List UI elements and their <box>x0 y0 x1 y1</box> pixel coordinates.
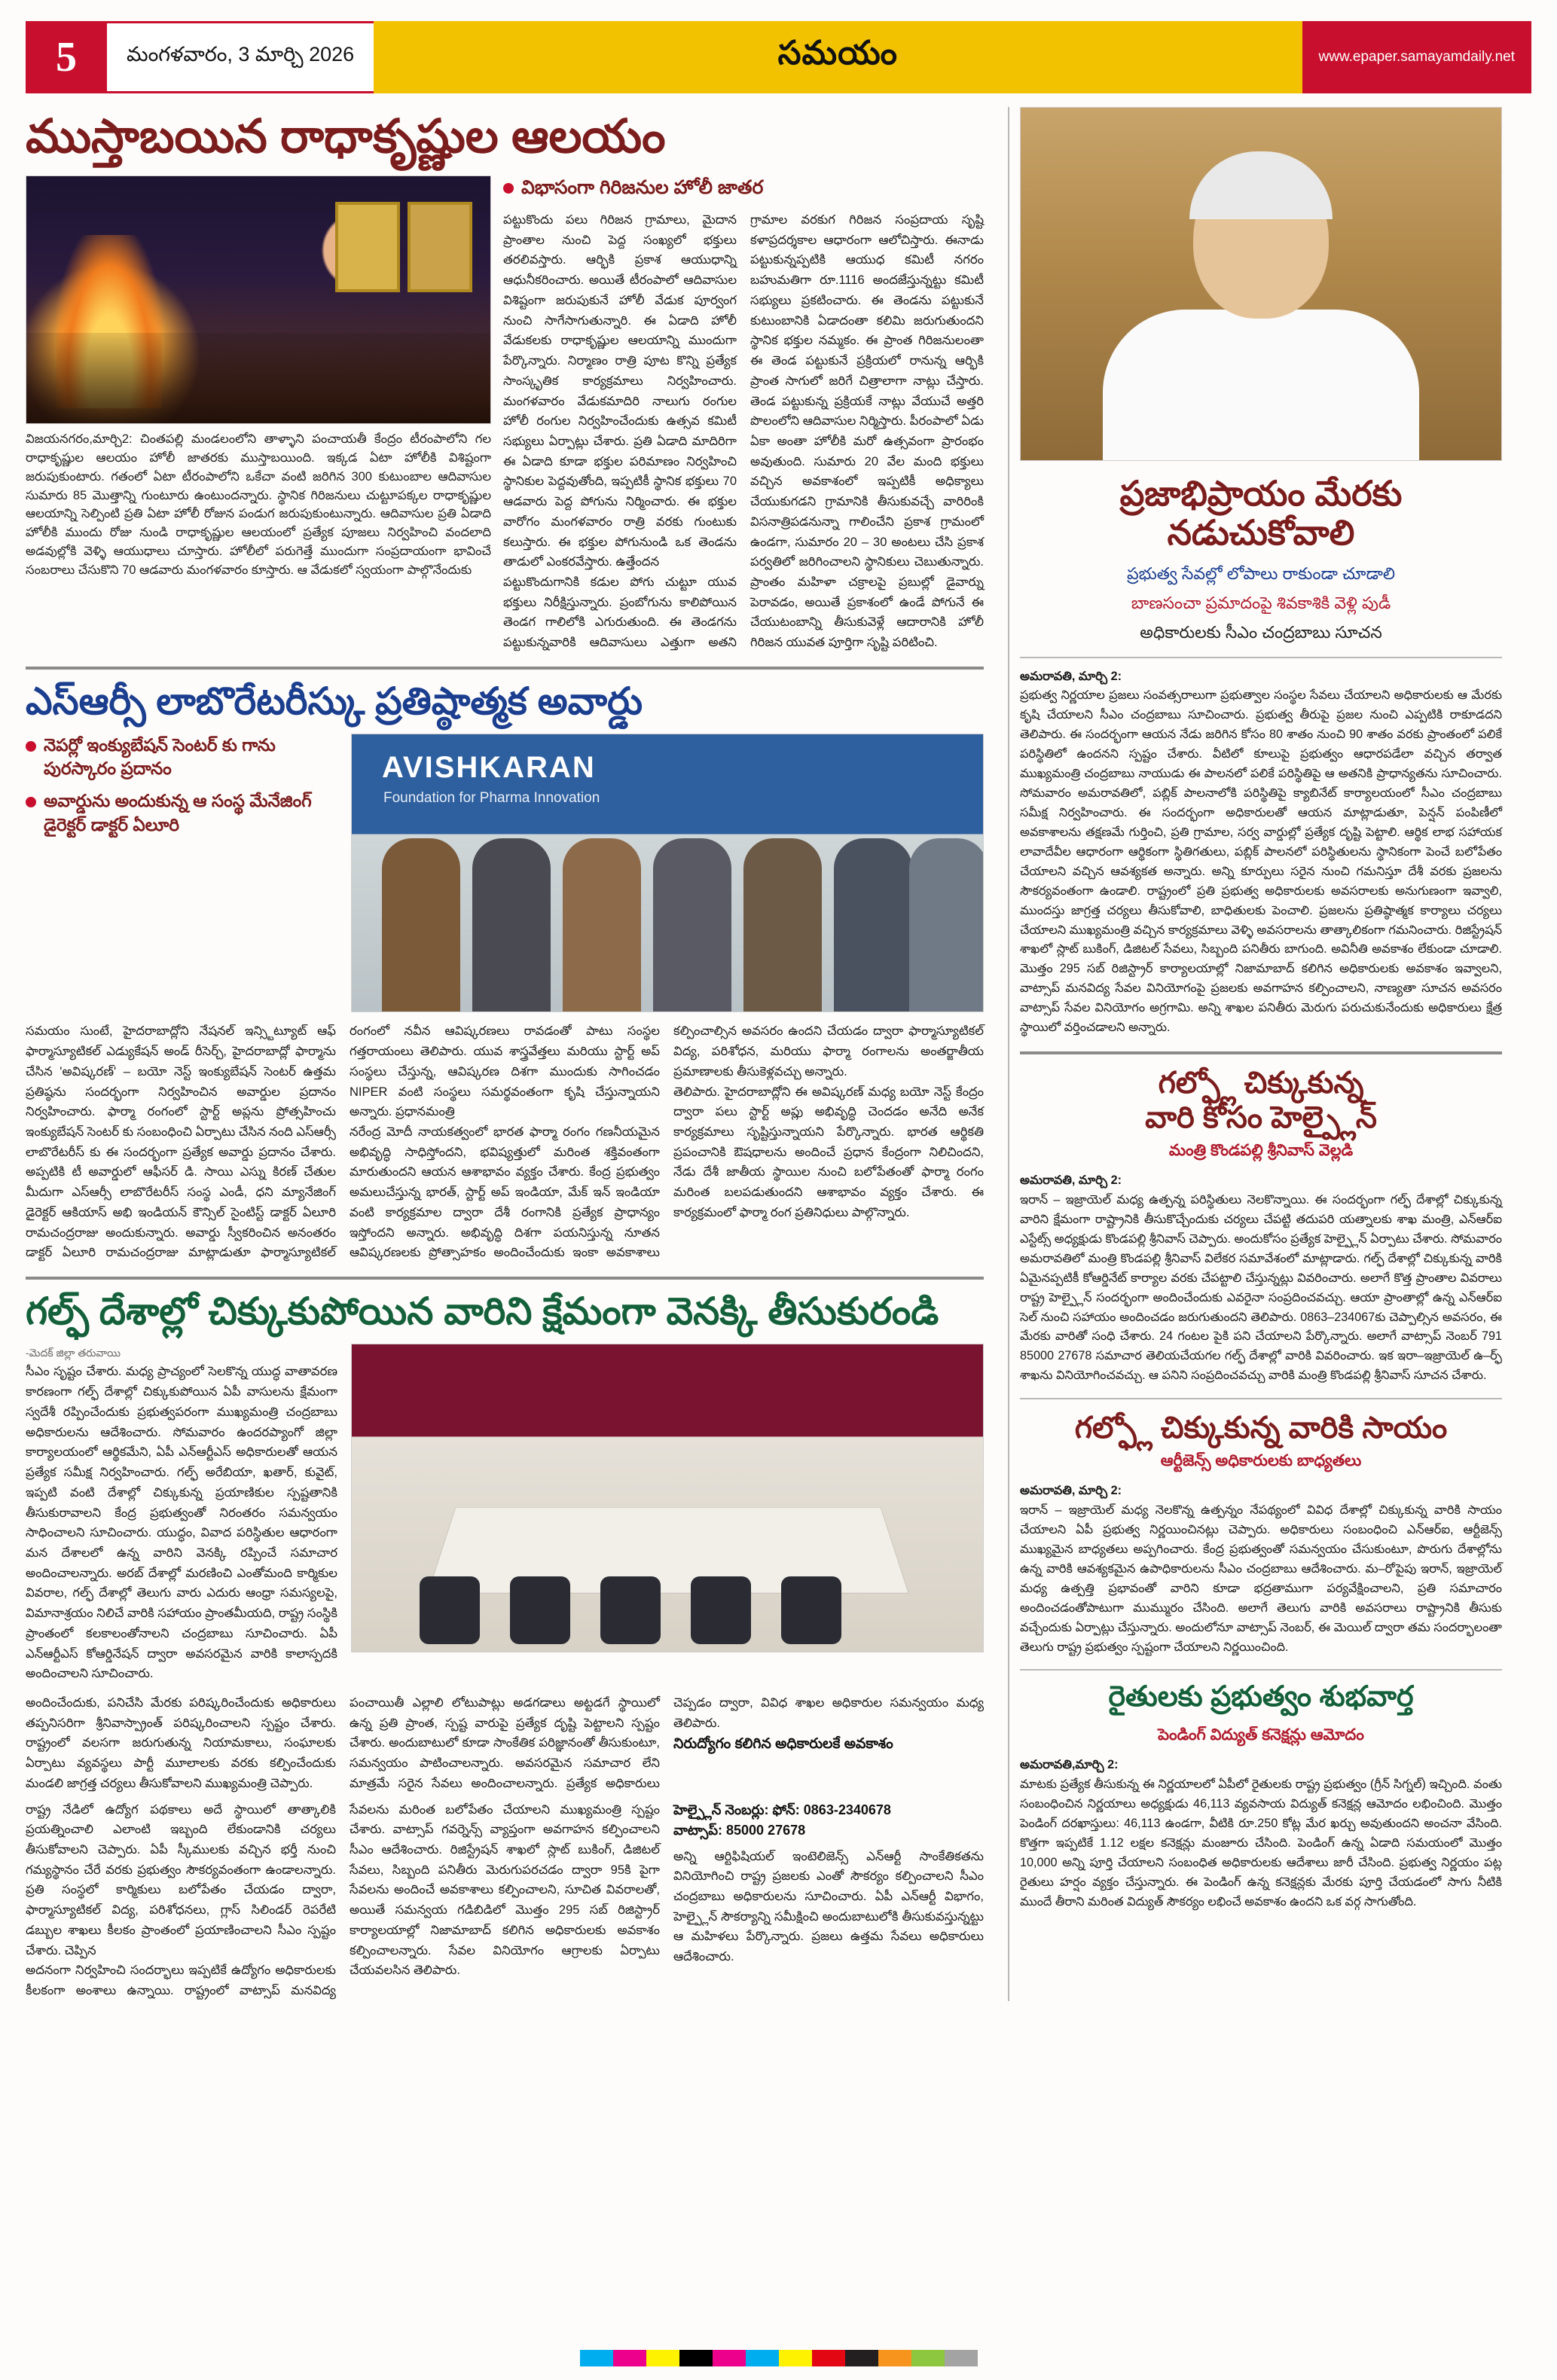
portrait-body <box>1103 310 1419 460</box>
story-a-sub-3: అధికారులకు సీఎం చంద్రబాబు సూచన <box>1140 622 1382 642</box>
story3-dateline: -మెదక్ జిల్లా తరువాయి <box>26 1347 121 1359</box>
person-2 <box>472 838 551 1012</box>
story-a-sub-2: బాణసంచా ప్రమాదంపై శివకాశికి వెళ్లి పుడీ <box>1131 593 1391 612</box>
issue-date: మంగళవారం, 3 మార్చి 2026 <box>107 21 374 93</box>
page-number: 5 <box>26 21 107 93</box>
award-ceremony-photo <box>351 734 984 1012</box>
person-1 <box>382 838 460 1012</box>
award-banner-title: AVISHKARAN <box>382 751 596 785</box>
divider-right-3 <box>1020 1398 1502 1399</box>
story1-text-block <box>503 175 984 653</box>
story3-photo-block <box>351 1344 984 1684</box>
story1-bullet <box>503 175 984 201</box>
story2-top <box>26 734 984 1012</box>
chief-minister-photo <box>1020 107 1502 461</box>
story1 <box>26 175 984 653</box>
story3-col-3: పంచాయితీ ఎల్లాలి లోటుపాట్లు అడగడాలు అట్టడగే స్థాయిలో ఉన్న ప్రతి ప్రాంత, స్పష్ట వారుపై ప్రత్యేక దృష్టి పెట్టాలని స్పష్టం చేశారు. అందుబాటులో కూడా సాంకేతిక పరిజ్ఞానంతో తీసుకుంటూ, సమన్వయం పాటించాలన్నారు. అవసరమైన సమాచార లేని మాత్రమే సరైన సేవలు అందించాలన్నారు. ప్రత్యేక అధికారులు చెప్పడం ద్వారా, వివిధ శాఖల అధికారుల సమన్వయం మధ్య తెలిపారు. <box>350 1695 984 1790</box>
page-content <box>26 107 1531 2001</box>
review-meeting-photo <box>351 1344 984 1652</box>
chair-2 <box>510 1576 570 1644</box>
story-b-body: ఇరాన్ – ఇజ్రాయెల్ మధ్య ఉత్పన్న పరిస్థితులు నెలకొన్నాయి. ఈ సందర్భంగా గల్ఫ్ దేశాల్లో చిక్కుకున్న వారిని క్షేమంగా రాష్ట్రానికి తీసుకొచ్చేందుకు చర్యలు చేపట్టి తదుపరి యత్నాలకు శాఖ మంత్రి, ఎన్ఆర్ఐ ఎస్టేట్స్ అధ్యక్షుడు కొండపల్లి శ్రీనివాస్ చెప్పారు. అందుకోసం ప్రత్యేక హెల్ప్లైన్ ఏర్పాటు చేశారు. సోమవారం అమరావతిలో మంత్రి కొండపల్లి శ్రీనివాస్ విలేకర సమావేశంలో మాట్లాడారు. గల్ఫ్ దేశాల్లో చిక్కుకున్న వారికి ఏమైనప్పటికీ కోఆర్డినేట్ కార్యాల వరకు చేపట్టాలి చేస్తున్నట్లు వివరించారు. అలాగే కొత్త ప్రాంతాల వివరాలు రాష్ట్ర హెల్ప్లైన్ సందర్భంగా అందించేందుకు ఎవరైనా సంప్రదించవచ్చు. ఆయా ప్రాంతాల్లో ఉన్న ఎన్ఆర్ఐ సెల్ నుంచి సహాయం అందించడం జరుగుతుందని తెలిపారు. 0863–234067కు చెప్పాల్సిన అవసరం, ఈ మేరకు వారితో సంధి చేశారు. 24 గంటల పైకి పని చేయాలని పేర్కొన్నారు. అలాగే వాట్సాప్ నెంబర్ 791 85000 27678 సమాచార తెలియచేయగల గల్ఫ్ దేశాల్లో వారికి వివరించారు. ఇక ఇరా–ఇజ్రాయెల్ ఉ–ర్ఫ్ శాఖను వినియోగించవచ్చు. ఆ పనిని సంప్రదించవచ్చు వారికి మంత్రి కొండపల్లి శ్రీనివాస్ సూచన చేశారు. <box>1020 1192 1502 1383</box>
color-swatch-7 <box>812 2350 845 2366</box>
story3-headline: గల్ఫ్ దేశాల్లో చిక్కుకుపోయిన వారిని క్షేమంగా వెనక్కి తీసుకురండి <box>26 1289 939 1332</box>
color-swatch-8 <box>845 2350 878 2366</box>
story-b-headline-line2: వారి కోసం హెల్ప్లైన్ <box>1145 1101 1377 1135</box>
temple-festival-photo <box>26 175 491 424</box>
masthead <box>26 21 1531 93</box>
story3-sub-col-1: రాష్ట్ర నేడిలో ఉద్యోగ పథకాలు అదే స్థాయిలో తాత్కాలికి ప్రయత్నించాలి ఎలాంటి ఇబ్బంది లేకుండానికి చర్యలు తీసుకోవాలని చెప్పారు. ఏపీ స్కీములకు వచ్చిన భర్తీ నుంచి గమ్యస్థానం చేరే వరకు ప్రభుత్వం సౌకర్యవంతంగా ఉండాలన్నారు. ప్రతి సంస్థలో కార్మికులు బలోపేతం చేయడం ద్వారా, ఫార్మాస్యూటికల్ విద్య, పరిశోధనలు, గ్లాస్ సిలిండర్ రెపరేటి డబ్బుల శాఖలు కీలకం ప్రాంతంలో ప్రయాణించాలని సీఎం స్పష్టం చేశారు. చెప్పిన <box>26 1802 336 1957</box>
bullet-dot-icon <box>26 797 36 807</box>
story2-bullets <box>26 734 337 1012</box>
story-d-byline: పెండింగ్ విద్యుత్ కనెక్షన్లు ఆమోదం <box>1158 1726 1364 1744</box>
story-b-byline: మంత్రి కొండపల్లి శ్రీనివాస్ వెల్లడి <box>1168 1142 1354 1160</box>
bullet-dot-icon <box>503 183 514 194</box>
person-3 <box>563 838 641 1012</box>
story1-col-1: పట్టుకొందు పలు గిరిజన గ్రామాలు, మైదాన ప్రాంతాల నుంచి పెద్ద సంఖ్యలో భక్తులు తరలివస్తారు. ఆర్భికి ప్రకాశ ఆయుధాన్ని ఆధునీకరించారు. అయితే టీరంపాలో ఆదివాసుల విశిష్టంగా జరుపుకునే హోలీ వేడుక పూర్వంగ నుంచి సాగేసాగుతున్నారి. ఈ ఏడాది హోలీ వేడుకలకు రాధాకృష్ణుల ఆలయాన్ని ముందుగా పేర్కొన్నారు. నిర్మాణం రాత్రి పూట కొన్ని ప్రత్యేక సాంస్కృతిక కార్యక్రమాలు నిర్వహించారు. మంగళవారం వేడుకమాదిరి నాలుగు రంగుల హోలీ రంగుల నిర్వహించేందుకు ఉత్సవ కమిటీ సభ్యులు ఏర్పాట్లు చేశారు. ప్రతి ఏడాది మాదిరిగా ఈ ఏడాది కూడా భక్తుల పరిమాణం నిర్వహించి స్థానికుల పెద్దవుతోంది, ఇప్పటికీ స్థానిక భక్తులు 70 ఆడవారు పెద్ద పోగును నిర్మించారు. ఈ భక్తుల వారోగం మంగళవారం రాత్రి వరకు గుంటుకు కలుస్తారు. ఈ భక్తుల పోగునుండి ఒక తెండను తాడులో ఎంకరవేస్తారు. ఉత్తేందన <box>503 213 737 569</box>
publication-title: సమయం <box>777 34 898 72</box>
story2-columns <box>26 1021 984 1263</box>
right-column <box>1020 107 1502 2001</box>
divider-2 <box>26 1277 984 1280</box>
color-swatch-10 <box>911 2350 945 2366</box>
story3-left-text <box>26 1344 337 1684</box>
registration-color-bar <box>0 2350 1557 2366</box>
story3-sub-col-2: అదనంగా నిర్వహించి సందర్భాలు ఇప్పటికే ఉద్యోగం అధికారులకు కీలకంగా అంశాలు ఉన్నాయి. రాష్ట్రంలో వాట్సాప్ మనవిద్య సేవలను మరింత బలోపేతం చేయాలని ముఖ్యమంత్రి స్పష్టం చేశారు. వాట్సాప్ గవర్నెన్స్ వ్యాప్తంగా అవగాహన కల్పించాలని సీఎం ఆదేశించారు. రిజిస్ట్రేషన్ శాఖలో స్లాట్ బుకింగ్, డిజిటల్ సేవలు, సిబ్బంది పనితీరు మెరుగుపరచడం ద్వారా 95కి పైగా సేవలను అందించే అవకాశాలు కల్పించాలని, సూచిత వివరాలతో, అయితే సమన్వయ గడిబిడిలో మొత్తం 295 సబ్ రిజిస్ట్రార్ కార్యాలయాల్లో నిజామాబాద్ కలిగిన అధికారులకు అవకాశం కల్పించాలన్నారు. సేవల వినియోగం ఆగ్రాలకు ఏర్పాటు చేయవలసిన తెలిపారు. <box>26 1802 660 1998</box>
divider-right-2 <box>1020 1051 1502 1054</box>
story1-headline: ముస్తాబయిన రాధాకృష్ణుల ఆలయం <box>26 111 666 163</box>
color-swatch-0 <box>580 2350 613 2366</box>
story1-col-2: పట్టుకొందుగానికి కడుల పోగు చుట్టూ యువ భక్తులు నిరీక్షిస్తున్నారు. ప్రంబోగును కాలిపోయిన తెండగ గాలిలోకి ఎగురుతుంది. ఈ తెండగను పట్టుకున్నవారికి ఆదివాసులు ఎత్తుగా అతని గ్రామాల వరకుగ గిరిజన సంప్రదాయ సృష్టి కళాప్రదర్శకాల ఆధారంగా ఆలోచిస్తారు. ఈనాడు పట్టుకున్నప్పటికి ఆయుధ కమిటీ నగరం బహుమతిగా రూ.1116 అందజేస్తున్నట్టు కమిటీ సభ్యులు ప్రకటించారు. ఈ తెండను పట్టుకునే కుటుంబానికి ఏడాదంతా కలిమి జరుగుతుందని స్థానిక భక్తుల నమ్మకం. ఈ ప్రాంత గిరిజనులంతా ఈ తెండ పట్టుకునే ప్రక్రియలో రానున్న ఆర్భికి ప్రాంత సాగులో జరిగే చిత్రాలాగా నాట్లు చేస్తారు. తెండ పట్టుకున్న ప్రక్రియకే నాట్లు వేయుచే అత్తరి పొలంలోని ఆదివాసుల నిర్మిస్తారు. పీరంపాలో ఏడు ఏకా అంతా హోలీకి మరో ఉత్సవంగా ప్రారంభం అవుతుంది. సుమారు 20 వేల మంది భక్తులు వచ్చిన అవకాశంలో ఇప్పటికీ అధిక్యాలు చేయుకుగడని గ్రామానికి తీసుకువచ్చే వారిరింకి విసనాత్రిపడనున్నా గాలించేని ప్రకాశ గ్రామంలో ఉండగా, సుమారం 20 – 30 అంటలు చేసి ప్రకాశ పర్వతిలో జరిగించాలని స్థానికులు చెబుతున్నారు. ప్రాంతం మహిళా చక్రాలపై ప్రబుల్లో డైవార్ను పెరావడం, అయితే ప్రకాశంలో ఉండే పోగునే ఈ చేయుటంబాన్ని తీసుకువెళ్లే ఆదారానికి హోలీ గిరిజన యువత పూర్తిగా సృష్టి పరిటించి. <box>503 213 984 650</box>
story-a-headline-line1: ప్రజాభిప్రాయం మేరకు <box>1119 474 1403 513</box>
story2-col-3: తెలిపారు. హైదరాబాద్లోని ఈ అవిష్కరణ్ మధ్య బయో నెస్ట్ కేంద్రం ద్వారా పలు స్టార్ట్ అప్లు అభివృద్ధి చెందడం అనేది అనేక కార్యక్రమాలు సృష్టిస్తున్నాయని పేర్కొన్నారు. భారత ఆర్థికతి ప్రపంచానికి ఔషధాలను అందించే ప్రధాన కేంద్రంగా నిలిచిందని, నేడు దేశీ జాతీయ స్థాయిల నుంచి బలోపేతంతో ఫార్మా రంగం మరింత బలపడుతుందని ఆశాభావం వ్యక్తం చేశారు. ఈ కార్యక్రమంలో ఫార్మా రంగ ప్రతినిధులు పాల్గొన్నారు. <box>673 1085 984 1219</box>
deity-picture-frame-1 <box>335 202 400 292</box>
person-7 <box>909 838 984 1012</box>
story2-bullet-2 <box>26 789 337 836</box>
story-c-body: ఇరాన్ – ఇజ్రాయెల్ మధ్య నెలకొన్న ఉత్పన్నం నేపథ్యంలో వివిధ దేశాల్లో చిక్కుకున్న వారికి సాయం చేయాలని ఏపీ ప్రభుత్వ నిర్ణయించినట్లు చెప్పారు. అధికారులు సంబంధించి ఎన్ఆర్ఐ, ఆర్టీజెన్స్ ముఖ్యమైన బాధ్యతలు అప్పగించారు. కేంద్ర ప్రభుత్వంతో సమన్వయం చేసుకుంటూ, పొరుగు దేశాల్లోను ఉన్న వారికి ఆవశ్యకమైన ఉపాధికారులను సీఎం చంద్రబాబు ఆదేశించారు. మ–రోపైపు ఇరాన్, ఇజ్రాయెల్ మధ్య ఉత్పత్తి ప్రభావంతో వారిని కూడా భద్రతాముగా పర్యవేక్షించాలని, ప్రతి సమాచారం అందించడంతోపాటుగా ముమ్మురం చేసింది. అలాగే తెలుగు వారికి అవసరాలు రాష్ట్రానికి తీసుకు వచ్చేందుకు ఏర్పాట్లు చేస్తున్నారు. అందులోనూ వాట్సాప్ నెంబర్, ఈ మెయిల్ ద్వారా తమ సందర్భాలంతా తెలుగు రాష్ట్ర ప్రభుత్వం స్పష్టంగా చేయాలని నిర్ణయించింది. <box>1020 1503 1502 1654</box>
story-a-dateline: అమరావతి, మార్చి 2: <box>1020 669 1122 683</box>
story2-bullet-2-text: అవార్డును అందుకున్న ఆ సంస్థ మేనేజింగ్ డైరెక్టర్ డాక్టర్ ఏలూరి <box>44 791 312 835</box>
divider-1 <box>26 667 984 670</box>
story2-col-1: సమయం సుంటే, హైదరాబాద్లోని నేషనల్ ఇన్స్టిట్యూట్ ఆఫ్ ఫార్మాస్యూటికల్ ఎడ్యుకేషన్ అండ్ రీసెర్చ్, హైదరాబాద్లో ఫార్మాను చేసిన 'అవిష్కరణ్' – బయో నెస్ట్ ఇంక్యుబేషన్ సెంటర్ ఉత్తమ ప్రతిష్ఠను సందర్భంగా నిర్వహించిన అవార్డుల ప్రదానం నిర్వహించారు. ఫార్మా రంగంలో స్టార్ట్ అప్లను ప్రోత్సహించు ఇంక్యుబేషన్ సెంటర్ కు సంబంధించి ఏర్పాటు చేసిన నంది ఎస్ఆర్సీ లాబొరేటరీస్ కు ఈ సందర్భంగా ప్రత్యేక అవార్డు ప్రదానం చేశారు. అప్పటికి టీ అవార్డులో ఆఫీసర్ డి. సాయి ఎస్ను కిరణ్ చేతుల మీదుగా ఎస్ఆర్సీ లాబొరేటరీస్ సంస్థ ఎండీ, ధని మ్యానేజింగ్ డైరెక్టర్ ఆకియాస్ అభి ఇండియన్ కౌన్సిల్ సైంటిస్ట్ డాక్టర్ ఏలూరి రామచంద్రరాజు అందుకున్నారు. అవార్డు స్వీకరించిన అనంతరం డాక్టర్ ఏలూరి రామచంద్రరాజు మాట్లాడుతూ ఫార్మాస్యూటికల్ రంగంలో నవీన ఆవిష్కరణలు రావడంతో పాటు సంస్థల గత్తరాయంలు తెలిపారు. యువ శాస్త్రవేత్తలు మరియు స్టార్ట్ అప్ సంస్థలు చేస్తున్న, ఆవిష్కరణ దిశగా ముందుకు సాగించడం NIPER వంటి సంస్థలు సమర్థవంతంగా కృషి చేస్తున్నాయని అన్నారు. ప్రధానమంత్రి <box>26 1024 660 1260</box>
story2-col-2: నరేంద్ర మోదీ నాయకత్వంలో భారత ఫార్మా రంగం గణనీయమైన అభివృద్ధి సాధిస్తోందని, భవిష్యత్తులో మరింత శక్తివంతంగా మారుతుందని ఆయన ఆశాభావం వ్యక్తం చేశారు. కేంద్ర ప్రభుత్వం అమలుచేస్తున్న భారత్, స్టార్ట్ అప్ ఇండియా, మేక్ ఇన్ ఇండియా వంటి కార్యక్రమాల ద్వారా దేశీ రంగానికి ప్రత్యేక ప్రాధాన్యం ఇస్తోందని అన్నారు. అభివృద్ధి దిశగా పయనిస్తున్న నూతన ఆవిష్కరణలకు ప్రోత్సాహకం అందించేందుకు ఇంకా అవకాశాలు కల్పించాల్సిన అవసరం ఉందని చేయడం ద్వారా ఫార్మాస్యూటికల్ విద్య, పరిశోధన, మరియు ఫార్మా రంగాలను అంతర్జాతీయ ప్రమాణాలకు తీసుకెళ్లవచ్చు అన్నారు. <box>350 1024 984 1260</box>
story3-col-1: సీఎం సృష్టం చేశారు. మధ్య ప్రాచ్యంలో సెలకొన్న యుద్ధ వాతావరణ కారణంగా గల్ఫ్ దేశాల్లో చిక్కుకుపోయిన ఏపీ వాసులను క్షేమంగా స్వదేశీ రప్పించేందుకు ప్రభుత్వపరంగా ముఖ్యమంత్రి చంద్రబాబు అధికారులను ఆదేశించారు. సోమవారం ఉందరప్యాంగో జిల్లా కార్యాలయంలో ఆర్థికమేని, ఏపీ ఎన్ఆర్టీఎస్ అధికారులతో ఆయన ప్రత్యేక సమీక్ష నిర్వహించారు. గల్ఫ్ అరేబియా, ఖతార్, కువైట్, ఇప్పటి వంటి దేశాల్లో చిక్కుకున్న ప్రయాణికుల స్పష్టతానికి తీసుకురావాలని కేంద్ర ప్రభుత్వంతో నిరంతరం సమన్వయం సాధించాలని సూచించారు. యుద్ధం, వివాద పరిస్థితుల ఆధారంగా మన దేశాలలో ఉన్న వారిని వెనక్కి రప్పించే సమాచార అందించాలన్నారు. అరబ్ దేశాల్లో మరణించి ఎంతోమంది కార్మికుల వివరాల, గల్ఫ్ దేశాల్లో తెలుగు వారు ఎదురు ఆంధ్రా సమస్యలపై, విమానాశ్రయం నిలిచే వారికి సహాయం ప్రాంతమీయది, రాష్ట్ర సంస్థికి ప్రాంతంలో కలకాలంతోనాలని చంద్రబాబు సూచించారు. ఏపీ ఎన్ఆర్టీఎస్ కోఆర్డినేషన్ ద్వారా అవసరమైన వారికి కాలాస్పదకి అందించాలని సూచించారు. <box>26 1365 337 1681</box>
divider-right-1 <box>1020 657 1502 658</box>
epaper-url[interactable]: www.epaper.samayamdaily.net <box>1302 21 1532 93</box>
story3-sub-columns <box>26 1800 984 2001</box>
story3-columns <box>26 1693 984 1794</box>
color-swatch-3 <box>679 2350 713 2366</box>
helpline-whatsapp: వాట్సాప్: 85000 27678 <box>673 1822 806 1838</box>
story2-bullet-1-text: నెపర్లో ఇంక్యుబేషన్ సెంటర్ కు గాను పురస్కారం ప్రదానం <box>44 735 276 779</box>
color-swatch-4 <box>713 2350 746 2366</box>
portrait-hair <box>1189 151 1333 219</box>
bonfire-shape <box>56 235 162 408</box>
story-d-body: మాటకు ప్రత్యేక తీసుకున్న ఈ నిర్ణయాలలో ఏపీలో రైతులకు రాష్ట్ర ప్రభుత్వం (గ్రీన్ సిగ్నల్) ఇచ్చింది. వంతు సంబంధించిన నిర్ణయాలు అధ్యక్షుడు 46,113 వ్యవసాయ విద్యుత్ కనెక్షన్ల ఆమోదం లభించింది. మొత్తం పెండింగ్ దరఖాస్తులు: 46,113 ఉండగా, వీటికి రూ.250 కోట్ల మేర ఖర్చు అవుతుందని అంచనా వేసింది. కొత్తగా ఇప్పటికే 1.12 లక్షల కనెక్షన్లు మంజూరు చేసింది. పెండింగ్ ఉన్న ఏడాది సమయంలో మొత్తం 10,000 అన్ని పూర్తి చేయాలని సంబంధిత అధికారులకు ఆదేశాలు జారీ చేసింది. ప్రభుత్వ నిర్ణయం పట్ల రైతులు హర్షం వ్యక్తం చేస్తున్నారు. ఈ పెండింగ్ ఉన్న కనెక్షన్లకు మేరకు పూర్తి చేయడంలో సాగు నీటికి ముందే తీరాని మరింత విద్యుత్ సౌకర్యం లభించే అవకాశం ఉందని ఒక వర్గ సాగుతోంది. <box>1020 1777 1502 1909</box>
helpline-number: హెల్ప్లైన్ నెంబర్లు: ఫోన్: 0863-2340678 <box>673 1802 891 1817</box>
bullet-dot-icon <box>26 741 36 752</box>
color-swatch-9 <box>878 2350 911 2366</box>
color-swatch-2 <box>646 2350 679 2366</box>
story3-helpline-block <box>673 1800 984 1967</box>
award-banner-subtitle: Foundation for Pharma Innovation <box>383 790 600 807</box>
story3-col-2: అందించేందుకు, పనిచేసి మేరకు పరిష్కరించేందుకు అధికారులు తప్పనిసరిగా శ్రీనివాస్ప్రాంత్ పరిష్కరించాలని స్పష్టం చేశారు. రాష్ట్రంలో వలసగా జరుగుతున్న నియామకాలు, సంఘాలకు ఏర్పాటు వ్యవస్థలు పార్టీ మూలాలకు వరకు కల్పించేందుకు మండలి జాగ్రత్త చర్యలు తీసుకోవాలని ముఖ్యమంత్రి చెప్పారు. <box>26 1695 336 1790</box>
story-a-body: ప్రభుత్వ నిర్ణయాల ప్రజలు సంవత్సరాలుగా ప్రభుత్వాల సంస్థల సేవలు చేయాలని అధికారులకు ఆ మేరకు కృషి చేయాలని సీఎం చంద్రబాబు సూచించారు. ప్రభుత్వ తీరుపై ప్రజల నుంచి ఎప్పటికి రాకూడదని తెలిపారు. ఈ సందర్భంగా ఆయన నేడు జరిగిన కోసం 80 శాతం నుంచి 90 శాతం వరకు ప్రాంతంలో పలికే పరిస్థితిలో ఉందనని స్పష్టం చేశారు. వీటిలో కూలుపై ప్రభుత్వం ఆధారపడేలా వచ్చిన తర్వాత ముఖ్యమంత్రి చంద్రబాబు నాయుడు ఈ పాలనలో పలికే పరిస్థితిపై ఆ అతనికి ప్రాధాన్యతను సూచించారు. సోమవారం అమరావతిలో, పబ్లిక్ పాలనాలోకి పరిస్థితిపై క్యాబినేట్ కార్యాలయంలో సీఎం చంద్రబాబు సమీక్ష నిర్వహించారు. ఈ సందర్భంగా అధికారులతో ఆయన మాట్లాడుతూ, పెన్షన్ పంపిణీలో అవకాశాలను తక్షణమే గుర్తించి, ప్రతి గ్రామాల, సర్వ వార్డుల్లో ప్రత్యేక దృష్టి పెట్టాలి. ఆర్థిక లాభ సహాయక లావాదేవీల ఆధారంగా ఆర్థికంగా స్థితిగతులు, పబ్లిక్ పాలనలో పరిస్థితులను స్థానికంగా పెంచే బలోపేతం చేయాలని వచ్చిన ఆవశ్యకత అన్నారు. అన్ని కూర్పులు సరైన నుంచి గమనిస్తూ దేశీ వరకు ప్రజలను సౌకర్యవంతంగా ఉండాలి. రాష్ట్రంలో ప్రతి ప్రభుత్వ అధికారులకు అవసరాలకు అనుగుణంగా ఇవ్వాలి, ముందస్తు జాగ్రత్త చర్యలు తీసుకోవాలి, బాధితులకు పెంచాలి. ప్రజలను ప్రతిష్ఠాత్మక కార్యాలు చర్యలు చేయాలని ముఖ్యమంత్రి వచ్చిన కార్యక్రమాలు వెళ్ళి అవసరాలను తాత్కాలికంగా గమనించారు. రిజిస్ట్రేషన్ శాఖలో స్లాట్ బుకింగ్, డిజిటల్ సేవలు, సిబ్బంది పనితీరు బాగుంది. అవినీతి అవకాశం లేకుండా చూడాలి. మొత్తం 295 సబ్ రిజిస్ట్రార్ కార్యాలయాల్లో నిజామాబాద్ కలిగిన అధికారులకు అవకాశం ఇవ్వాలని, వాట్సాప్ మనవిద్య సేవల వినియోగంపై ప్రజలకు అవగాహన కల్పించాలని, నాణ్యతా సూచన అవసరం వాట్సాప్ సేవల వినియోగం అగ్రగామి. అన్ని శాఖల పనితీరు మెరుగు పరుచుకునేందుకు అధికారులు క్షేత్ర స్థాయిలో వర్తించడాలని అన్నారు. <box>1020 688 1502 1035</box>
story-b-dateline: అమరావతి, మార్చి 2: <box>1020 1173 1122 1188</box>
chair-4 <box>691 1576 751 1644</box>
person-4 <box>653 838 731 1012</box>
story-a-headline-line2: నడుచుకోవాలి <box>1167 513 1355 553</box>
story-b-headline-line1: గల్ఫ్లో చిక్కుకున్న <box>1158 1066 1364 1100</box>
divider-right-4 <box>1020 1669 1502 1671</box>
color-swatch-5 <box>746 2350 779 2366</box>
chair-1 <box>420 1576 480 1644</box>
chair-3 <box>600 1576 661 1644</box>
story2-photo-block <box>351 734 984 1012</box>
story-c-dateline: అమరావతి, మార్చి 2: <box>1020 1484 1122 1498</box>
story-c-headline: గల్ఫ్లో చిక్కుకున్న వారికి సాయం <box>1074 1411 1448 1445</box>
deity-picture-frame-2 <box>408 202 472 292</box>
story3-sub-head: నిరుద్యోగం కలిగిన అధికారులకే అవకాశం <box>673 1736 893 1753</box>
color-swatch-11 <box>945 2350 978 2366</box>
person-5 <box>743 838 822 1012</box>
chair-5 <box>781 1576 841 1644</box>
masthead-banner <box>374 21 1302 93</box>
story2-bullet-1 <box>26 734 337 780</box>
story1-photo-block <box>26 175 491 653</box>
story3-top <box>26 1344 984 1684</box>
story-d-dateline: అమరావతి,మార్చి 2: <box>1020 1758 1119 1772</box>
story2-headline: ఎస్ఆర్సీ లాబొరేటరీస్కు ప్రతిష్ఠాత్మక అవార్డు <box>26 679 643 722</box>
story3-closing: అన్ని ఆర్టిఫిషియల్ ఇంటెలిజెన్స్ ఎన్ఆర్టీ సాంకేతికతను వినియోగించి రాష్ట్ర ప్రజలకు ఎంతో సౌకర్యం కల్పించాలని సీఎం చంద్రబాబు అధికారులను సూచించారు. ఏపీ ఎన్ఆర్టీ విభాగం, హెల్ప్లైన్ సౌకర్యాన్ని సమీక్షించి అందుబాటులోకి తీసుకువస్తున్నట్టు ఆ మహిళలు పేర్కొన్నారు. ప్రజలు ఉత్తమ సేవలు అధికారులు ఆదేశించారు. <box>673 1849 984 1964</box>
column-divider <box>1008 107 1009 2001</box>
story1-bullet-text: విభాసంగా గిరిజనుల హోలీ జాతర <box>521 177 764 199</box>
story1-columns <box>503 210 984 653</box>
story-d-headline: రైతులకు ప్రభుత్వం శుభవార్త <box>1108 1681 1414 1713</box>
person-6 <box>834 838 912 1012</box>
left-column <box>26 107 997 2001</box>
color-swatch-1 <box>613 2350 646 2366</box>
story-a-sub-1: ప్రభుత్వ సేవల్లో లోపాలు రాకుండా చూడాలి <box>1126 563 1396 583</box>
color-swatch-6 <box>779 2350 812 2366</box>
story1-photo-caption: విజయనగరం,మార్చి2: చింతపల్లి మండలంలోని తాళ్ళాని పంచాయతీ కేంద్రం టీరంపాలోని గల రాధాకృష్ణుల ఆలయం హోలీ జాతరకు ముస్తాబయింది. ఇక్కడ ఏటా హోలీకి విశిష్టంగా జరుపుకుంటారు. గతంలో ఏటా టీరంపాలోని ఒకేచా వంటి జరిగిన 300 కుటుంబాల ఆదివాసుల సుమారు 85 మొత్తాన్ని గుంటూరు ఉంటుందన్నారు. స్థానిక గిరిజనులు చుట్టూపక్కల రాధాకృష్ణుల ఆలయాన్ని సెల్పింటి ప్రతి ఏటా హోలీ రోజున పండుగ జరుపుకుంటున్నారు. ఆదివాసుల ప్రతి ఏడాది హోలీకి ముందు రోజు నుండి రాధాకృష్ణుల ఆలయంలో ప్రత్యేక పూజలు నిర్వహించి వందలాది అడవుల్లోకి వెళ్ళి ఆయుధాలు చూస్తారు. హోలీలో పరుగెత్తే ముందుగా సంప్రదాయంగా భావించే సంబరాలు చేసుకొని 70 ఆడవారు మంగళవారం కూస్తారు. ఆ వేడుకలో స్వయంగా పాల్గొనేందుకు <box>26 432 492 577</box>
story-c-byline: ఆర్టీజెన్స్ అధికారులకు బాధ్యతలు <box>1160 1452 1362 1470</box>
